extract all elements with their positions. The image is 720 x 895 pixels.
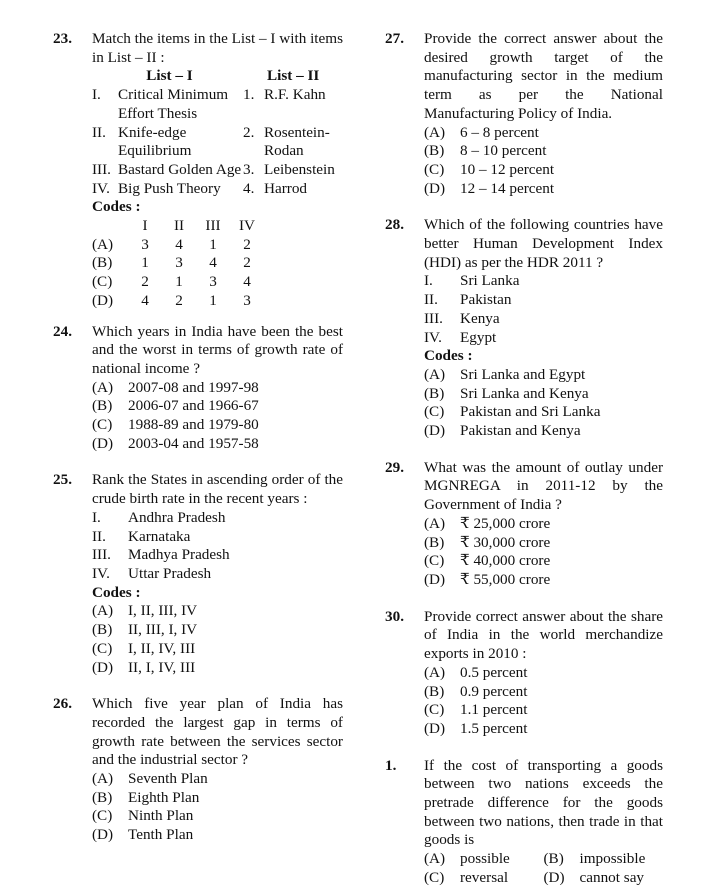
option-text: 0.9 percent: [460, 682, 528, 700]
option-label: (A): [424, 663, 446, 681]
option-c: [424, 161, 663, 180]
list-item: [92, 528, 343, 547]
option-c: [424, 869, 544, 888]
question-stem: Rank the States in ascending order of the crude birth rate in the recent years :: [92, 471, 343, 508]
option-text: Eighth Plan: [128, 788, 200, 806]
item-label: II.: [424, 291, 438, 309]
option-b: [92, 789, 343, 808]
item-text: Egypt: [460, 328, 497, 346]
option-text: 1988-89 and 1979-80: [128, 416, 259, 434]
code-value: 1: [209, 235, 217, 253]
question-stem: Which of the following countries have better Human Development Index (HDI) as per the HDR 2011 ?: [424, 216, 663, 271]
match-row: [92, 86, 343, 123]
code-value: 1: [209, 291, 217, 309]
code-value: 1: [175, 273, 183, 291]
item-label: I.: [92, 508, 101, 526]
item-text: Kenya: [460, 309, 500, 327]
code-value: 2: [243, 254, 251, 272]
codes-corner: [92, 217, 128, 236]
option-d: [92, 826, 343, 845]
option-label: (C): [92, 416, 113, 434]
item-text: Karnataka: [128, 527, 191, 545]
option-label: (D): [92, 434, 114, 452]
question-number: 24.: [53, 322, 72, 340]
question-body: [424, 608, 663, 739]
list-ii-text: R.F. Kahn: [264, 86, 326, 104]
option-label: (B): [92, 254, 113, 272]
option-label: (B): [543, 850, 564, 868]
spacer: [385, 590, 663, 608]
question-23: [53, 30, 343, 311]
codes-label: Codes :: [92, 583, 141, 601]
spacer: [385, 441, 663, 459]
list-i-text: Critical Minimum Effort Thesis: [118, 86, 229, 122]
question-body: [92, 323, 343, 454]
option-text: 2003-04 and 1957-58: [128, 434, 259, 452]
option-a: [424, 366, 663, 385]
item-label: I.: [424, 272, 433, 290]
list-i-text: Big Push Theory: [118, 179, 221, 197]
option-text: 12 – 14 percent: [460, 179, 555, 197]
question-28: [385, 216, 663, 440]
question-stem: Match the items in the List – I with items in List – II :: [92, 30, 343, 66]
question-number: 30.: [385, 607, 404, 625]
option-label: (D): [92, 291, 114, 309]
list-i-heading: List – I: [146, 67, 193, 85]
option-text: Sri Lanka and Egypt: [460, 365, 586, 383]
option-text: 1.1 percent: [460, 701, 528, 719]
option-c: [424, 403, 663, 422]
question-body: [424, 30, 663, 198]
option-b: [424, 385, 663, 404]
option-label: (D): [424, 570, 446, 588]
option-label: (A): [424, 123, 446, 141]
option-b: [92, 397, 343, 416]
question-body: [424, 757, 663, 888]
question-1: [385, 757, 663, 888]
option-label: (C): [424, 552, 445, 570]
list-i-label: IV.: [92, 179, 110, 197]
option-text: I, II, IV, III: [128, 639, 196, 657]
option-text: ₹ 30,000 crore: [460, 533, 551, 551]
option-label: (D): [543, 868, 565, 886]
question-27: [385, 30, 663, 198]
item-text: Pakistan: [460, 291, 512, 309]
option-text: ₹ 40,000 crore: [460, 552, 551, 570]
spacer: [53, 453, 343, 471]
option-pair-ab: [424, 850, 663, 869]
option-label: (B): [92, 621, 113, 639]
spacer: [53, 311, 343, 323]
option-text: Ninth Plan: [128, 807, 194, 825]
code-value: 3: [243, 291, 251, 309]
option-b: [544, 850, 664, 869]
option-c: [92, 807, 343, 826]
code-value: 2: [243, 235, 251, 253]
option-text: Tenth Plan: [128, 826, 194, 844]
option-a: [424, 664, 663, 683]
option-a: [92, 602, 343, 621]
list-item: [92, 546, 343, 565]
question-number: 25.: [53, 471, 72, 489]
question-number: 1.: [385, 756, 397, 774]
option-text: 1.5 percent: [460, 719, 528, 737]
option-d: [544, 869, 664, 888]
list-item: [424, 310, 663, 329]
right-column: [385, 30, 663, 888]
codes-row: [92, 292, 264, 311]
item-label: III.: [92, 546, 111, 564]
option-text: possible: [460, 850, 510, 868]
list-ii-label: 1.: [243, 86, 255, 104]
question-number: 27.: [385, 30, 404, 47]
match-row: [92, 161, 343, 180]
option-label: (D): [92, 658, 114, 676]
option-a: [424, 850, 544, 869]
list-ii-heading: List – II: [267, 67, 320, 85]
option-d: [424, 180, 663, 199]
option-a: [92, 770, 343, 789]
option-text: 2006-07 and 1966-67: [128, 397, 259, 415]
option-label: (A): [92, 602, 114, 620]
list-i-label: II.: [92, 123, 106, 141]
codes-row: [92, 273, 264, 292]
codes-col-head: IV: [238, 217, 256, 235]
codes-label: Codes :: [92, 198, 141, 216]
list-item: [424, 272, 663, 291]
codes-table: [92, 217, 264, 311]
item-text: Andhra Pradesh: [128, 508, 226, 526]
option-a: [92, 379, 343, 398]
option-d: [424, 422, 663, 441]
option-text: reversal: [460, 868, 509, 886]
option-pair-cd: [424, 869, 663, 888]
code-value: 4: [141, 291, 149, 309]
option-label: (B): [424, 682, 445, 700]
option-text: Sri Lanka and Kenya: [460, 384, 589, 402]
question-26: [53, 695, 343, 845]
list-i-label: I.: [92, 86, 101, 104]
list-item: [424, 291, 663, 310]
question-body: [92, 695, 343, 845]
option-text: Pakistan and Kenya: [460, 422, 581, 440]
codes-label: Codes :: [424, 347, 473, 365]
option-b: [424, 534, 663, 553]
option-label: (C): [92, 639, 113, 657]
code-value: 4: [209, 254, 217, 272]
option-text: 8 – 10 percent: [460, 142, 547, 160]
option-text: Pakistan and Sri Lanka: [460, 403, 601, 421]
option-a: [424, 124, 663, 143]
option-label: (A): [424, 850, 446, 868]
option-text: 2007-08 and 1997-98: [128, 378, 259, 396]
option-label: (D): [92, 826, 114, 844]
code-value: 3: [175, 254, 183, 272]
list-ii-label: 2.: [243, 123, 255, 141]
option-label: (C): [424, 868, 445, 886]
list-item: [92, 565, 343, 584]
option-c: [424, 552, 663, 571]
option-d: [424, 571, 663, 590]
question-body: [424, 216, 663, 440]
list-ii-label: 4.: [243, 179, 255, 197]
question-stem: Provide correct answer about the share of India in the world merchandize exports in 2010 :: [424, 607, 663, 663]
spacer: [385, 739, 663, 757]
question-25: [53, 471, 343, 677]
option-d: [92, 435, 343, 454]
option-b: [424, 142, 663, 161]
option-label: (A): [92, 235, 114, 253]
question-30: [385, 608, 663, 739]
item-text: Madhya Pradesh: [128, 546, 230, 564]
codes-header-row: [92, 217, 264, 236]
option-text: 0.5 percent: [460, 663, 528, 681]
question-number: 23.: [53, 30, 72, 47]
list-i-text: Bastard Golden Age: [118, 160, 242, 178]
item-label: IV.: [424, 328, 442, 346]
match-row: [92, 124, 343, 161]
code-value: 4: [243, 273, 251, 291]
list-i-label: III.: [92, 160, 111, 178]
item-label: IV.: [92, 564, 110, 582]
spacer: [385, 198, 663, 216]
list-ii-text: Rosentein-Rodan: [264, 123, 330, 160]
list-ii-label: 3.: [243, 160, 255, 178]
option-text: ₹ 55,000 crore: [460, 570, 551, 588]
option-text: Seventh Plan: [128, 770, 208, 788]
list-item: [424, 329, 663, 348]
option-label: (D): [424, 179, 446, 197]
codes-col-head: II: [173, 217, 185, 235]
item-text: Uttar Pradesh: [128, 564, 212, 582]
question-number: 26.: [53, 695, 72, 713]
option-c: [92, 416, 343, 435]
option-label: (B): [424, 142, 445, 160]
list-ii-text: Harrod: [264, 179, 308, 197]
option-label: (A): [92, 378, 114, 396]
question-stem: What was the amount of outlay under MGNREGA in 2011-12 by the Government of India ?: [424, 458, 663, 514]
option-label: (C): [424, 403, 445, 421]
option-label: (C): [424, 701, 445, 719]
list-i-text: Knife-edge Equilibrium: [118, 123, 192, 160]
question-number: 29.: [385, 458, 404, 476]
option-d: [92, 659, 343, 678]
item-text: Sri Lanka: [460, 272, 520, 290]
code-value: 4: [175, 235, 183, 253]
question-24: [53, 323, 343, 454]
option-label: (B): [92, 788, 113, 806]
option-label: (B): [424, 533, 445, 551]
match-row: [92, 180, 343, 199]
question-stem: If the cost of transporting a goods between two nations exceeds the pretrade difference for the goods between two nations, then trade in that goods is: [424, 756, 663, 849]
option-text: cannot say: [579, 868, 645, 886]
option-label: (A): [424, 514, 446, 532]
option-c: [92, 640, 343, 659]
list-item: [92, 509, 343, 528]
spacer: [53, 677, 343, 695]
option-label: (D): [424, 422, 446, 440]
option-label: (A): [92, 770, 114, 788]
option-text: II, III, I, IV: [128, 621, 198, 639]
question-29: [385, 459, 663, 590]
option-label: (B): [92, 397, 113, 415]
option-label: (A): [424, 365, 446, 383]
codes-col-head: I: [142, 217, 148, 235]
option-c: [424, 701, 663, 720]
question-stem: Which five year plan of India has recorded the largest gap in terms of growth rate between the services sector and the industrial sector ?: [92, 695, 343, 769]
list-ii-text: Leibenstein: [264, 160, 335, 178]
code-value: 3: [141, 235, 149, 253]
left-column: [53, 30, 343, 845]
option-label: (B): [424, 384, 445, 402]
question-stem: Which years in India have been the best and the worst in terms of growth rate of national income ?: [92, 322, 343, 377]
option-d: [424, 720, 663, 739]
option-text: 6 – 8 percent: [460, 123, 539, 141]
codes-row: [92, 254, 264, 273]
codes-col-head: III: [205, 217, 221, 235]
option-text: I, II, III, IV: [128, 602, 198, 620]
item-label: II.: [92, 527, 106, 545]
item-label: III.: [424, 309, 443, 327]
option-text: ₹ 25,000 crore: [460, 514, 551, 532]
codes-row: [92, 236, 264, 255]
code-value: 2: [175, 291, 183, 309]
option-label: (D): [424, 719, 446, 737]
code-value: 1: [141, 254, 149, 272]
option-a: [424, 515, 663, 534]
question-body: [424, 459, 663, 590]
question-body: [92, 30, 343, 311]
option-label: (C): [92, 273, 113, 291]
option-label: (C): [424, 160, 445, 178]
question-number: 28.: [385, 216, 404, 234]
option-text: impossible: [579, 850, 646, 868]
option-text: 10 – 12 percent: [460, 160, 555, 178]
code-value: 3: [209, 273, 217, 291]
option-b: [424, 683, 663, 702]
option-label: (C): [92, 807, 113, 825]
option-text: II, I, IV, III: [128, 658, 196, 676]
question-body: [92, 471, 343, 677]
match-list-header: [92, 67, 343, 86]
code-value: 2: [141, 273, 149, 291]
question-stem: Provide the correct answer about the desired growth target of the manufacturing sector in the medium term as per the National Manufacturing Policy of India.: [424, 30, 663, 122]
option-b: [92, 621, 343, 640]
